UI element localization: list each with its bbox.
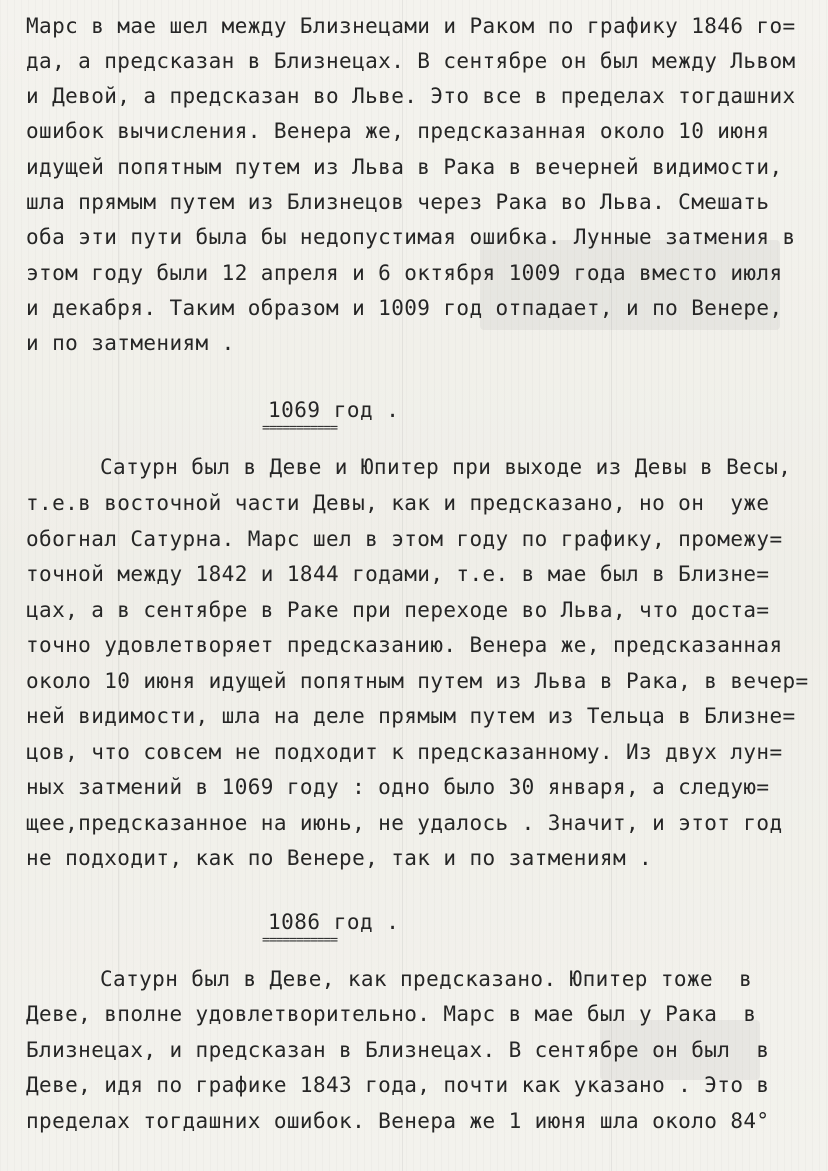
text-line: пределах тогдашних ошибок. Венера же 1 июня шла около 84° [26, 1109, 770, 1133]
text-line: идущей попятным путем из Льва в Рака в вечерней видимости, [26, 155, 783, 179]
text-line: ней видимости, шла на деле прямым путем из Тельца в Близне= [26, 704, 796, 728]
text-line: цах, а в сентябре в Раке при переходе во Льва, что доста= [26, 598, 770, 622]
text-line: т.е.в восточной части Девы, как и предсказано, но он уже [26, 491, 770, 515]
text-line: да, а предсказан в Близнецах. В сентябре он был между Львом [26, 49, 796, 73]
text-line: шла прямым путем из Близнецов через Рака во Льва. Смешать [26, 190, 770, 214]
text-line: и декабря. Таким образом и 1009 год отпадает, и по Венере, [26, 296, 783, 320]
text-line: Деве, идя по графике 1843 года, почти как указано . Это в [26, 1073, 770, 1097]
section-heading-1069: 1069 год . [268, 398, 400, 422]
text-line: этом году были 12 апреля и 6 октября 1009 года вместо июля [26, 261, 783, 285]
text-line: Близнецах, и предсказан в Близнецах. В сентябре он был в [26, 1038, 770, 1062]
text-line: оба эти пути была бы недопустимая ошибка. Лунные затмения в [26, 225, 796, 249]
text-line: Сатурн был в Деве и Юпитер при выходе из Девы в Весы, [100, 455, 792, 479]
section-heading-1086: 1086 год . [268, 910, 400, 934]
text-line: Деве, вполне удовлетворительно. Марс в мае был у Рака в [26, 1002, 757, 1026]
text-line: не подходит, как по Венере, так и по затмениям . [26, 846, 653, 870]
text-line: ошибок вычисления. Венера же, предсказанная около 10 июня [26, 119, 770, 143]
text-line: и по затмениям . [26, 331, 235, 355]
text-line: Сатурн был в Деве, как предсказано. Юпитер тоже в [100, 967, 753, 991]
heading-underline: =========== [262, 933, 338, 948]
text-line: точно удовлетворяет предсказанию. Венера же, предсказанная [26, 633, 783, 657]
heading-underline: =========== [262, 421, 338, 436]
text-line: цов, что совсем не подходит к предсказанному. Из двух лун= [26, 740, 783, 764]
text-line: около 10 июня идущей попятным путем из Льва в Рака, в вечер= [26, 669, 809, 693]
text-line: Марс в мае шел между Близнецами и Раком по графику 1846 го= [26, 14, 796, 38]
text-line: ных затмений в 1069 году : одно было 30 января, а следую= [26, 775, 770, 799]
text-line: и Девой, а предсказан во Льве. Это все в пределах тогдашних [26, 84, 796, 108]
text-line: точной между 1842 и 1844 годами, т.е. в мае был в Близне= [26, 562, 770, 586]
text-line: обогнал Сатурна. Марс шел в этом году по графику, промежу= [26, 527, 783, 551]
text-line: щее,предсказанное на июнь, не удалось . Значит, и этот год [26, 811, 783, 835]
